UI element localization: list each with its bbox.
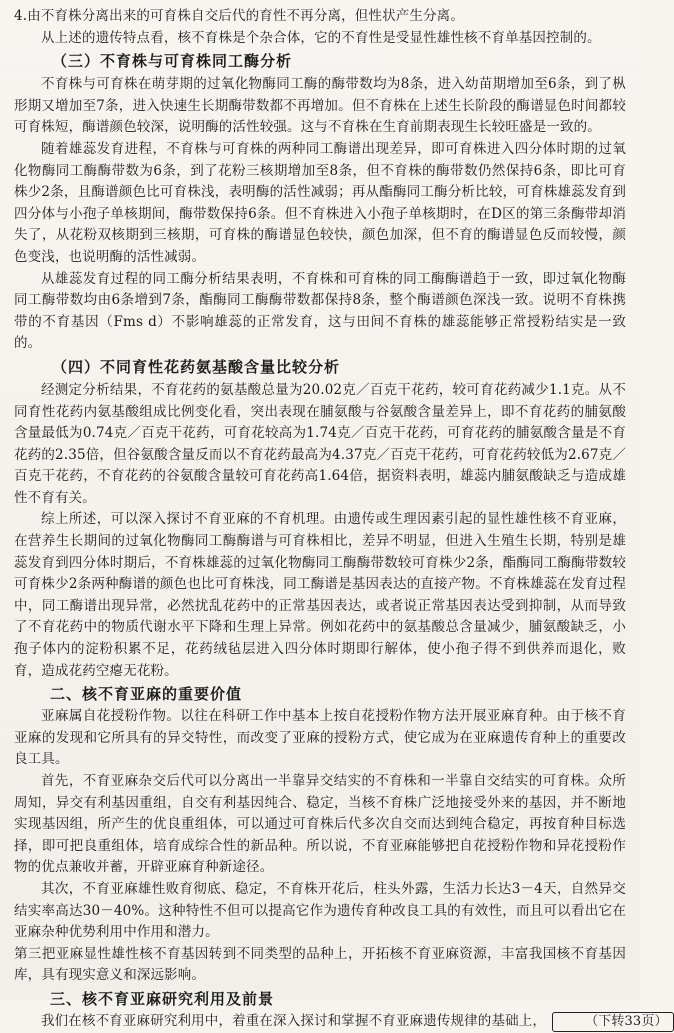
prospects-text: 我们在核不育亚麻研究利用中，着重在深入探讨和掌握不育亚麻遗传规律的基础上， bbox=[41, 1012, 547, 1029]
paragraph-flax-pollination: 亚麻属自花授粉作物。以往在科研工作中基本上按自花授粉作物方法开展亚麻育种。由于核不育亚麻的发现和它所具有的异交特性，而改变了亚麻的授粉方式，使它成为在亚麻遗传育种上的重要改良工具。 bbox=[14, 708, 626, 768]
paragraph-third-value: 第三把亚麻显性雄性核不育基因转到不同类型的品种上，开拓核不育亚麻资源，丰富我国核不育基因库，具有现实意义和深远影响。 bbox=[14, 945, 626, 984]
paragraph-stamen-development: 随着雄蕊发育进程，不育株与可育株的两种同工酶谱出现差异，即可育株进入四分体时期的过氧化物酶同工酶酶带数为6条，到了花粉三核期增加至8条，但不育株的酶带数仍然保持6条，即比可育株少2条，且酶谱颜色比可育株浅，表明酶的活性减弱；再从酯酶同工酶分析比较，可育株雄蕊发育到四分体与小孢子单核期间，酶带数保持6条。但不育株进入小孢子单核期时，在D区的第三条酶带却消失了，从花粉双核期到三核期，可育株的酶谱显色较快，颜色加深，但不育的酶谱显色反而较慢，颜色变浅，也说明酶的活性减弱。 bbox=[14, 140, 626, 265]
paragraph-first-value: 首先，不育亚麻杂交后代可以分离出一半靠异交结实的不育株和一半靠自交结实的可育株。众所周知，异交有利基因重组，自交有利基因纯合、稳定，当核不育株广泛地接受外来的基因，并不断地实现基因组，所产生的优良重组体，可以通过可育株后代多次自交而达到纯合稳定，再按育种目标选择，即可把良重组体，培育成综合性的新品种。所以说，不育亚麻能够把自花授粉作物和异花授粉作物的优点兼收并蓄，开辟亚麻育种新途径。 bbox=[14, 773, 626, 876]
paragraph-genetics-point-4: 4.由不育株分离出来的可育株自交后代的育性不再分离，但性状产生分离。 bbox=[14, 8, 464, 24]
paragraph-peroxidase-stages: 不育株与可育株在萌芽期的过氧化物酶同工酶的酶带数均为8条，进入幼苗期增加至6条，到了枞形期又增加至7条，进入快速生长期酶带数都不再增加。但不育株在上述生长阶段的酶谱显色时间都较可育株短，酶谱颜色较深，说明酶的活性较强。这与不育株在生育前期表现生长较旺盛是一致的。 bbox=[14, 76, 626, 136]
subheading-amino-acid-analysis: （四）不同育性花药氨基酸含量比较分析 bbox=[52, 357, 341, 376]
continued-page-reference: （下转33页） bbox=[552, 1012, 674, 1032]
section-heading-value: 二、核不育亚麻的重要价值 bbox=[50, 685, 243, 704]
paragraph-second-value: 其次，不育亚麻雄性败育彻底、稳定，不育株开花后，柱头外露，生活力长达3－4天，自然异交结实率高达30－40%。这种特性不但可以提高它作为遗传育种改良工具的有效性，而且可以看出它在亚麻杂种优势利用中作用和潜力。 bbox=[14, 880, 626, 941]
paragraph-prospects-start bbox=[14, 1011, 668, 1033]
paragraph-isozyme-result: 从雄蕊发育过程的同工酶分析结果表明，不育株和可育株的同工酶酶谱趋于一致，即过氧化物酶同工酶带数均由6条增到7条，酯酶同工酶酶带数都保持8条，整个酶谱颜色深浅一致。说明不育株携带的不育基因（Fms d）不影响雄蕊的正常发育，这与田间不育株的雄蕊能够正常授粉结实是一致的。 bbox=[14, 270, 626, 352]
paragraph-genetics-conclusion: 从上述的遗传特点看，核不育株是个杂合体，它的不育性是受显性雄性核不育单基因控制的。 bbox=[41, 29, 601, 46]
section-heading-prospects: 三、核不育亚麻研究利用及前景 bbox=[50, 989, 275, 1008]
paragraph-sterility-mechanism: 综上所述，可以深入探讨不育亚麻的不育机理。由遗传或生理因素引起的显性雄性核不育亚麻，在营养生长期间的过氧化物酶同工酶酶谱与可育株相比，差异不明显，但进入生殖生长期，特别是雄蕊发育到四分体时期后，不育株雄蕊的过氧化物酶同工酶酶带数较可育株少2条，酯酶同工酶酶带数较可育株少2条两种酶谱的颜色也比可育株浅，同工酶谱是基因表达的直接产物。不育株雄蕊在发育过程中，同工酶谱出现异常，必然扰乱花药中的正常基因表达，或者说正常基因表达受到抑制，从而导致了不育花药中的物质代谢水平下降和生理上异常。例如花药中的氨基酸总含量减少，脯氨酸缺乏，小孢子体内的淀粉积累不足，花药绒毡层进入四分体时期即行解体，使小孢子得不到供养而退化，败育，造成花药空瘪无花粉。 bbox=[14, 511, 626, 679]
subheading-isozyme-analysis: （三）不育株与可育株同工酶分析 bbox=[52, 52, 293, 71]
paragraph-amino-acid-result: 经测定分析结果，不育花药的氨基酸总量为20.02克／百克干花药，较可育花药减少1.1克。从不同育性花药内氨基酸组成比例变化看，突出表现在脯氨酸与谷氨酸含量差异上，即不育花药的脯氨酸含量最低为0.74克／百克干花药，可育花较高为1.74克／百克干花药，可育花药的脯氨酸含量是不育花药的2.35倍，但谷氨酸含量反而以不育花药最高为4.37克／百克干花药，可育花药较低为2.67克／百克干花药，不育花药的谷氨酸含量较可育花药高1.64倍，据资料表明，雄蕊内脯氨酸缺乏与造成雄性不育有关。 bbox=[14, 381, 626, 506]
